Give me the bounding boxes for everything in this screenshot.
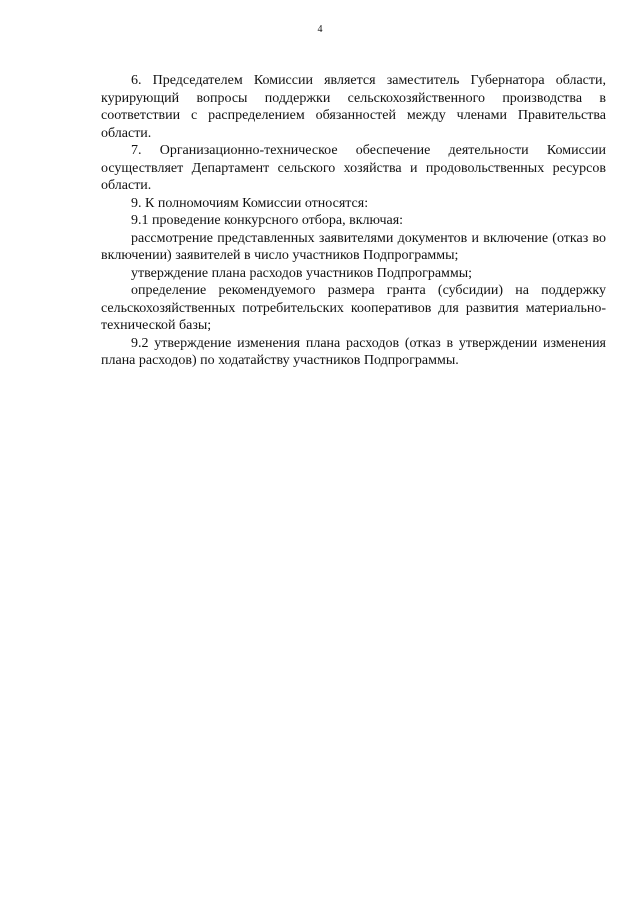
paragraph-6: 6. Председателем Комиссии является заместитель Губернатора области, курирующий вопросы поддержки сельскохозяйственного производства в соответствии с распределением обязанностей между членами Правительства области.	[101, 73, 606, 141]
paragraph-approve-plan: утверждение плана расходов участников Подпрограммы;	[131, 265, 473, 281]
paragraph-9: 9. К полномочиям Комиссии относятся:	[131, 195, 369, 211]
paragraph-9-2: 9.2 утверждение изменения плана расходов (отказ в утверждении изменения плана расходов) по ходатайству участников Подпрограммы.	[101, 335, 606, 368]
paragraph-review-documents: рассмотрение представленных заявителями документов и включение (отказ во включении) заявителей в число участников Подпрограммы;	[101, 230, 606, 263]
paragraph-grant-size: определение рекомендуемого размера гранта (субсидии) на поддержку сельскохозяйственных потребительских кооперативов для развития материально-технической базы;	[101, 283, 606, 333]
paragraph-7: 7. Организационно-техническое обеспечение деятельности Комиссии осуществляет Департамент сельского хозяйства и продовольственных ресурсов области.	[101, 143, 606, 193]
page-number: 4	[317, 24, 323, 35]
paragraph-9-1: 9.1 проведение конкурсного отбора, включая:	[131, 213, 404, 228]
document-body	[101, 72, 606, 370]
